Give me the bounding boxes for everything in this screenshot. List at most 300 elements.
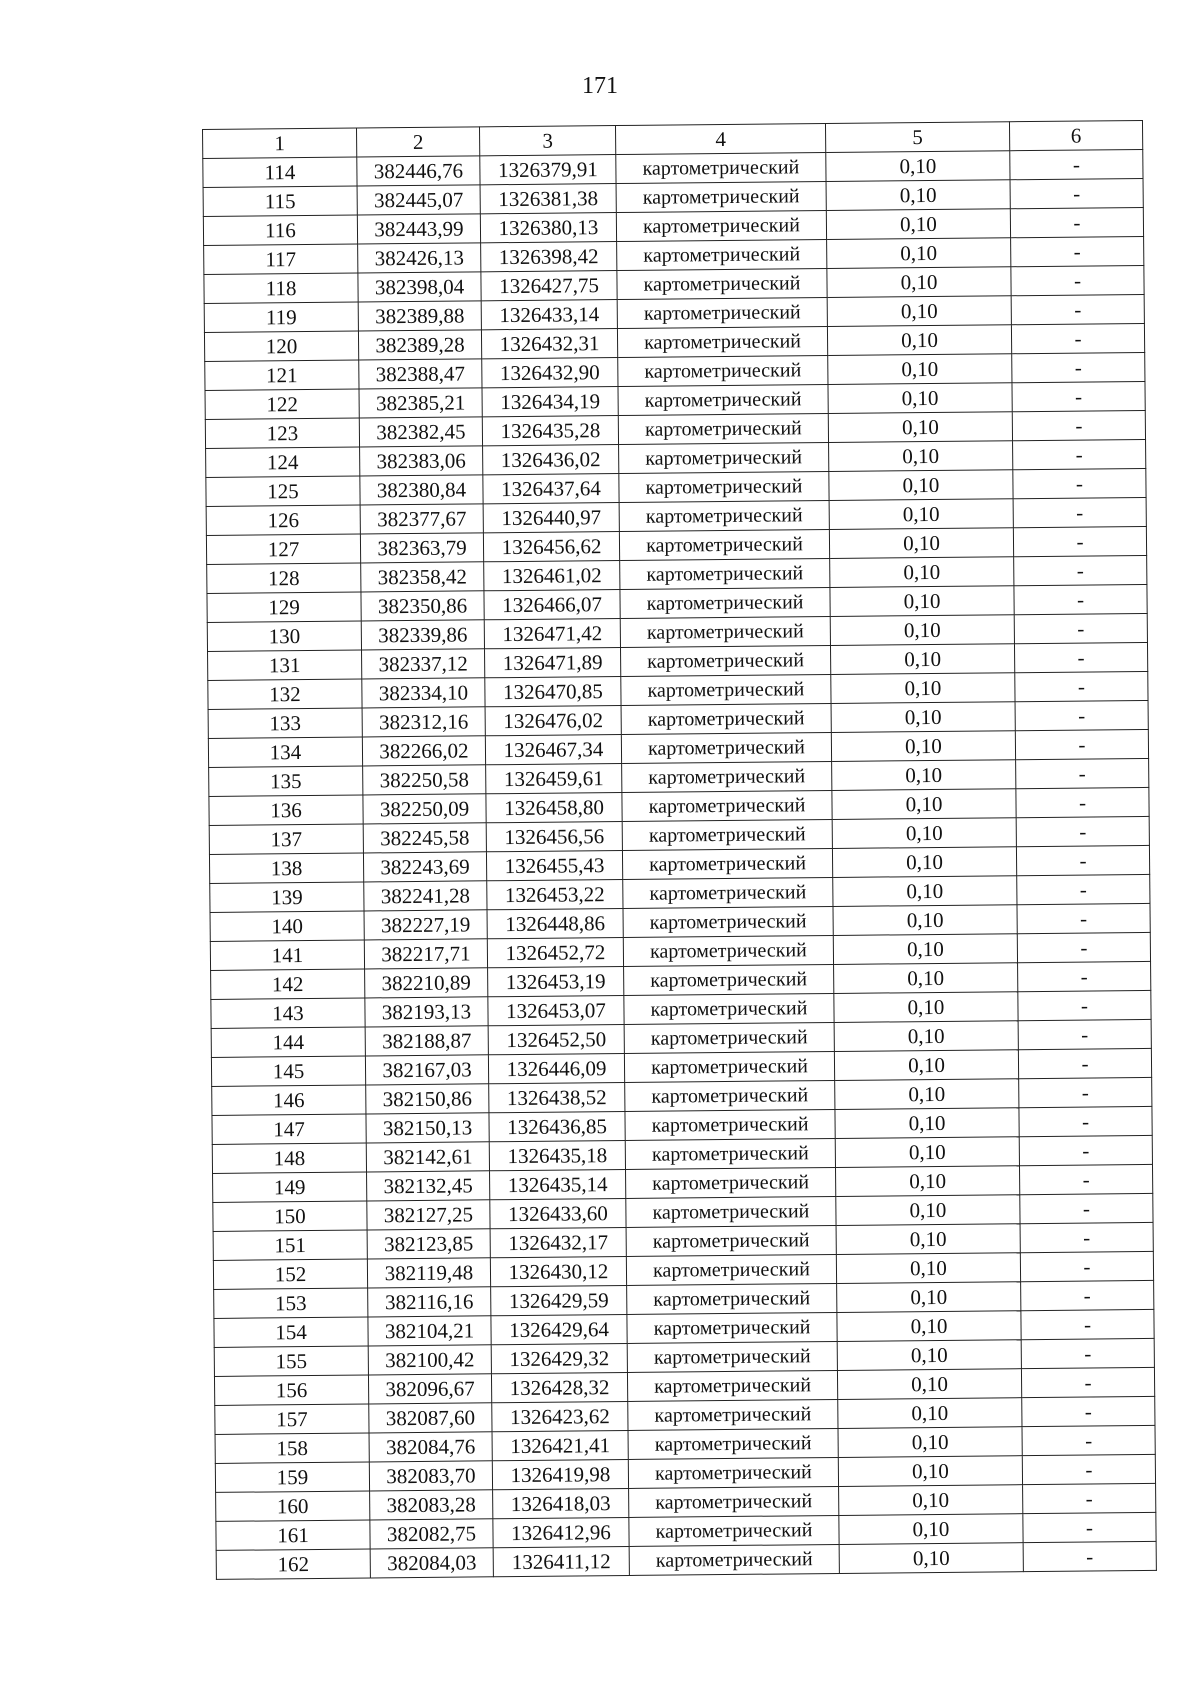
notes-cell: - xyxy=(1010,207,1143,237)
x-coordinate-cell: 382334,10 xyxy=(362,678,485,708)
x-coordinate-cell: 382087,60 xyxy=(369,1403,492,1433)
method-cell: картометрический xyxy=(616,153,826,184)
y-coordinate-cell: 1326432,17 xyxy=(490,1227,626,1257)
accuracy-cell: 0,10 xyxy=(839,1514,1023,1545)
accuracy-cell: 0,10 xyxy=(837,1340,1021,1371)
notes-cell: - xyxy=(1020,1193,1153,1223)
x-coordinate-cell: 382250,09 xyxy=(363,794,486,824)
x-coordinate-cell: 382445,07 xyxy=(357,185,480,215)
point-number-cell: 120 xyxy=(204,331,358,361)
method-cell: картометрический xyxy=(619,443,829,474)
point-number-cell: 155 xyxy=(214,1346,368,1376)
x-coordinate-cell: 382382,45 xyxy=(359,417,482,447)
x-coordinate-cell: 382119,48 xyxy=(367,1258,490,1288)
accuracy-cell: 0,10 xyxy=(833,934,1017,965)
method-cell: картометрический xyxy=(629,1515,839,1546)
accuracy-cell: 0,10 xyxy=(834,963,1018,994)
point-number-cell: 142 xyxy=(211,969,365,999)
point-number-cell: 126 xyxy=(206,505,360,535)
y-coordinate-cell: 1326423,62 xyxy=(492,1401,628,1431)
accuracy-cell: 0,10 xyxy=(838,1427,1022,1458)
x-coordinate-cell: 382116,16 xyxy=(368,1287,491,1317)
y-coordinate-cell: 1326429,32 xyxy=(491,1343,627,1373)
y-coordinate-cell: 1326419,98 xyxy=(492,1459,628,1489)
accuracy-cell: 0,10 xyxy=(832,847,1016,878)
notes-cell: - xyxy=(1016,816,1149,846)
point-number-cell: 159 xyxy=(215,1462,369,1492)
notes-cell: - xyxy=(1016,787,1149,817)
y-coordinate-cell: 1326427,75 xyxy=(481,271,617,301)
point-number-cell: 141 xyxy=(210,940,364,970)
x-coordinate-cell: 382389,28 xyxy=(358,330,481,360)
method-cell: картометрический xyxy=(617,298,827,329)
method-cell: картометрический xyxy=(617,240,827,271)
notes-cell: - xyxy=(1013,468,1146,498)
point-number-cell: 135 xyxy=(209,766,363,796)
accuracy-cell: 0,10 xyxy=(828,383,1012,414)
x-coordinate-cell: 382083,70 xyxy=(369,1461,492,1491)
notes-cell: - xyxy=(1016,845,1149,875)
accuracy-cell: 0,10 xyxy=(827,296,1011,327)
notes-cell: - xyxy=(1015,729,1148,759)
notes-cell: - xyxy=(1011,265,1144,295)
method-cell: картометрический xyxy=(626,1254,836,1285)
x-coordinate-cell: 382142,61 xyxy=(366,1142,489,1172)
notes-cell: - xyxy=(1019,1164,1152,1194)
y-coordinate-cell: 1326428,32 xyxy=(491,1372,627,1402)
x-coordinate-cell: 382250,58 xyxy=(363,765,486,795)
notes-cell: - xyxy=(1021,1280,1154,1310)
x-coordinate-cell: 382377,67 xyxy=(360,504,483,534)
x-coordinate-cell: 382100,42 xyxy=(368,1345,491,1375)
method-cell: картометрический xyxy=(624,993,834,1024)
y-coordinate-cell: 1326381,38 xyxy=(480,184,616,214)
point-number-cell: 139 xyxy=(210,882,364,912)
notes-cell: - xyxy=(1014,584,1147,614)
y-coordinate-cell: 1326435,18 xyxy=(489,1140,625,1170)
y-coordinate-cell: 1326436,02 xyxy=(483,445,619,475)
y-coordinate-cell: 1326466,07 xyxy=(484,590,620,620)
x-coordinate-cell: 382388,47 xyxy=(359,359,482,389)
notes-cell: - xyxy=(1018,1019,1151,1049)
notes-cell: - xyxy=(1021,1338,1154,1368)
method-cell: картометрический xyxy=(620,616,830,647)
x-coordinate-cell: 382350,86 xyxy=(361,591,484,621)
accuracy-cell: 0,10 xyxy=(827,238,1011,269)
method-cell: картометрический xyxy=(628,1428,838,1459)
notes-cell: - xyxy=(1012,410,1145,440)
method-cell: картометрический xyxy=(625,1080,835,1111)
column-header: 4 xyxy=(615,124,825,155)
x-coordinate-cell: 382210,89 xyxy=(365,968,488,998)
y-coordinate-cell: 1326453,19 xyxy=(488,966,624,996)
y-coordinate-cell: 1326432,31 xyxy=(481,329,617,359)
accuracy-cell: 0,10 xyxy=(839,1485,1023,1516)
coordinates-table-container xyxy=(202,120,1156,1580)
accuracy-cell: 0,10 xyxy=(834,1050,1018,1081)
column-header: 6 xyxy=(1009,120,1142,150)
x-coordinate-cell: 382132,45 xyxy=(367,1171,490,1201)
y-coordinate-cell: 1326461,02 xyxy=(484,561,620,591)
accuracy-cell: 0,10 xyxy=(836,1224,1020,1255)
method-cell: картометрический xyxy=(627,1370,837,1401)
notes-cell: - xyxy=(1019,1135,1152,1165)
x-coordinate-cell: 382245,58 xyxy=(363,823,486,853)
accuracy-cell: 0,10 xyxy=(835,1137,1019,1168)
y-coordinate-cell: 1326398,42 xyxy=(481,242,617,272)
x-coordinate-cell: 382339,86 xyxy=(361,620,484,650)
point-number-cell: 116 xyxy=(203,215,357,245)
notes-cell: - xyxy=(1010,149,1143,179)
x-coordinate-cell: 382380,84 xyxy=(360,475,483,505)
x-coordinate-cell: 382446,76 xyxy=(357,156,480,186)
y-coordinate-cell: 1326452,50 xyxy=(488,1024,624,1054)
y-coordinate-cell: 1326435,14 xyxy=(490,1169,626,1199)
y-coordinate-cell: 1326433,60 xyxy=(490,1198,626,1228)
y-coordinate-cell: 1326455,43 xyxy=(486,850,622,880)
accuracy-cell: 0,10 xyxy=(831,702,1015,733)
method-cell: картометрический xyxy=(620,587,830,618)
accuracy-cell: 0,10 xyxy=(829,528,1013,559)
method-cell: картометрический xyxy=(617,269,827,300)
notes-cell: - xyxy=(1018,1048,1151,1078)
accuracy-cell: 0,10 xyxy=(829,470,1013,501)
accuracy-cell: 0,10 xyxy=(837,1369,1021,1400)
notes-cell: - xyxy=(1022,1425,1155,1455)
y-coordinate-cell: 1326430,12 xyxy=(490,1256,626,1286)
method-cell: картометрический xyxy=(622,761,832,792)
accuracy-cell: 0,10 xyxy=(832,818,1016,849)
y-coordinate-cell: 1326471,42 xyxy=(484,619,620,649)
notes-cell: - xyxy=(1022,1396,1155,1426)
x-coordinate-cell: 382337,12 xyxy=(362,649,485,679)
notes-cell: - xyxy=(1019,1077,1152,1107)
accuracy-cell: 0,10 xyxy=(829,441,1013,472)
accuracy-cell: 0,10 xyxy=(826,209,1010,240)
y-coordinate-cell: 1326470,85 xyxy=(485,677,621,707)
notes-cell: - xyxy=(1014,555,1147,585)
accuracy-cell: 0,10 xyxy=(835,1079,1019,1110)
notes-cell: - xyxy=(1012,352,1145,382)
x-coordinate-cell: 382385,21 xyxy=(359,388,482,418)
y-coordinate-cell: 1326438,52 xyxy=(489,1082,625,1112)
method-cell: картометрический xyxy=(616,211,826,242)
y-coordinate-cell: 1326421,41 xyxy=(492,1430,628,1460)
method-cell: картометрический xyxy=(616,182,826,213)
point-number-cell: 145 xyxy=(211,1056,365,1086)
notes-cell: - xyxy=(1021,1367,1154,1397)
point-number-cell: 132 xyxy=(208,679,362,709)
notes-cell: - xyxy=(1018,961,1151,991)
notes-cell: - xyxy=(1011,294,1144,324)
method-cell: картометрический xyxy=(622,819,832,850)
y-coordinate-cell: 1326453,07 xyxy=(488,995,624,1025)
method-cell: картометрический xyxy=(628,1457,838,1488)
y-coordinate-cell: 1326437,64 xyxy=(483,474,619,504)
point-number-cell: 162 xyxy=(216,1549,370,1579)
point-number-cell: 158 xyxy=(215,1433,369,1463)
x-coordinate-cell: 382217,71 xyxy=(364,939,487,969)
method-cell: картометрический xyxy=(623,877,833,908)
method-cell: картометрический xyxy=(628,1399,838,1430)
point-number-cell: 144 xyxy=(211,1027,365,1057)
point-number-cell: 147 xyxy=(212,1114,366,1144)
x-coordinate-cell: 382167,03 xyxy=(365,1055,488,1085)
y-coordinate-cell: 1326476,02 xyxy=(485,706,621,736)
method-cell: картометрический xyxy=(617,327,827,358)
point-number-cell: 138 xyxy=(209,853,363,883)
method-cell: картометрический xyxy=(626,1167,836,1198)
y-coordinate-cell: 1326452,72 xyxy=(487,937,623,967)
x-coordinate-cell: 382312,16 xyxy=(362,707,485,737)
accuracy-cell: 0,10 xyxy=(826,180,1010,211)
x-coordinate-cell: 382096,67 xyxy=(368,1374,491,1404)
method-cell: картометрический xyxy=(619,471,829,502)
point-number-cell: 129 xyxy=(207,592,361,622)
accuracy-cell: 0,10 xyxy=(835,1166,1019,1197)
x-coordinate-cell: 382426,13 xyxy=(358,243,481,273)
accuracy-cell: 0,10 xyxy=(827,325,1011,356)
notes-cell: - xyxy=(1015,700,1148,730)
point-number-cell: 136 xyxy=(209,795,363,825)
method-cell: картометрический xyxy=(620,558,830,589)
point-number-cell: 124 xyxy=(206,447,360,477)
accuracy-cell: 0,10 xyxy=(830,615,1014,646)
point-number-cell: 130 xyxy=(207,621,361,651)
point-number-cell: 150 xyxy=(213,1201,367,1231)
method-cell: картометрический xyxy=(626,1225,836,1256)
method-cell: картометрический xyxy=(618,414,828,445)
y-coordinate-cell: 1326471,89 xyxy=(485,648,621,678)
x-coordinate-cell: 382241,28 xyxy=(364,881,487,911)
accuracy-cell: 0,10 xyxy=(834,1021,1018,1052)
accuracy-cell: 0,10 xyxy=(833,905,1017,936)
x-coordinate-cell: 382193,13 xyxy=(365,997,488,1027)
notes-cell: - xyxy=(1022,1454,1155,1484)
notes-cell: - xyxy=(1010,178,1143,208)
accuracy-cell: 0,10 xyxy=(837,1282,1021,1313)
notes-cell: - xyxy=(1014,642,1147,672)
notes-cell: - xyxy=(1013,439,1146,469)
column-header: 5 xyxy=(825,122,1009,153)
y-coordinate-cell: 1326380,13 xyxy=(480,213,616,243)
accuracy-cell: 0,10 xyxy=(829,499,1013,530)
notes-cell: - xyxy=(1015,671,1148,701)
method-cell: картометрический xyxy=(621,703,831,734)
accuracy-cell: 0,10 xyxy=(830,644,1014,675)
method-cell: картометрический xyxy=(626,1196,836,1227)
point-number-cell: 115 xyxy=(203,186,357,216)
point-number-cell: 121 xyxy=(205,360,359,390)
accuracy-cell: 0,10 xyxy=(839,1543,1023,1574)
y-coordinate-cell: 1326456,62 xyxy=(483,532,619,562)
notes-cell: - xyxy=(1017,874,1150,904)
accuracy-cell: 0,10 xyxy=(838,1398,1022,1429)
x-coordinate-cell: 382243,69 xyxy=(363,852,486,882)
point-number-cell: 137 xyxy=(209,824,363,854)
point-number-cell: 154 xyxy=(214,1317,368,1347)
y-coordinate-cell: 1326418,03 xyxy=(493,1488,629,1518)
notes-cell: - xyxy=(1016,758,1149,788)
accuracy-cell: 0,10 xyxy=(833,876,1017,907)
method-cell: картометрический xyxy=(624,1022,834,1053)
accuracy-cell: 0,10 xyxy=(838,1456,1022,1487)
notes-cell: - xyxy=(1023,1483,1156,1513)
method-cell: картометрический xyxy=(618,356,828,387)
y-coordinate-cell: 1326440,97 xyxy=(483,503,619,533)
accuracy-cell: 0,10 xyxy=(837,1311,1021,1342)
y-coordinate-cell: 1326459,61 xyxy=(486,764,622,794)
column-header: 1 xyxy=(203,128,357,158)
method-cell: картометрический xyxy=(621,674,831,705)
y-coordinate-cell: 1326412,96 xyxy=(493,1517,629,1547)
x-coordinate-cell: 382123,85 xyxy=(367,1229,490,1259)
accuracy-cell: 0,10 xyxy=(828,412,1012,443)
point-number-cell: 134 xyxy=(208,737,362,767)
y-coordinate-cell: 1326453,22 xyxy=(487,879,623,909)
notes-cell: - xyxy=(1017,903,1150,933)
y-coordinate-cell: 1326433,14 xyxy=(481,300,617,330)
point-number-cell: 125 xyxy=(206,476,360,506)
y-coordinate-cell: 1326448,86 xyxy=(487,908,623,938)
point-number-cell: 114 xyxy=(203,157,357,187)
notes-cell: - xyxy=(1013,526,1146,556)
y-coordinate-cell: 1326411,12 xyxy=(493,1546,629,1576)
accuracy-cell: 0,10 xyxy=(834,992,1018,1023)
point-number-cell: 160 xyxy=(216,1491,370,1521)
point-number-cell: 140 xyxy=(210,911,364,941)
x-coordinate-cell: 382150,86 xyxy=(366,1084,489,1114)
x-coordinate-cell: 382104,21 xyxy=(368,1316,491,1346)
x-coordinate-cell: 382383,06 xyxy=(360,446,483,476)
accuracy-cell: 0,10 xyxy=(836,1253,1020,1284)
x-coordinate-cell: 382127,25 xyxy=(367,1200,490,1230)
x-coordinate-cell: 382443,99 xyxy=(357,214,480,244)
x-coordinate-cell: 382358,42 xyxy=(361,562,484,592)
method-cell: картометрический xyxy=(627,1283,837,1314)
point-number-cell: 157 xyxy=(215,1404,369,1434)
notes-cell: - xyxy=(1014,613,1147,643)
notes-cell: - xyxy=(1023,1541,1156,1571)
notes-cell: - xyxy=(1013,497,1146,527)
method-cell: картометрический xyxy=(625,1138,835,1169)
x-coordinate-cell: 382266,02 xyxy=(362,736,485,766)
point-number-cell: 148 xyxy=(212,1143,366,1173)
point-number-cell: 143 xyxy=(211,998,365,1028)
method-cell: картометрический xyxy=(624,964,834,995)
y-coordinate-cell: 1326458,80 xyxy=(486,793,622,823)
y-coordinate-cell: 1326429,59 xyxy=(491,1285,627,1315)
point-number-cell: 151 xyxy=(213,1230,367,1260)
method-cell: картометрический xyxy=(622,790,832,821)
y-coordinate-cell: 1326432,90 xyxy=(482,358,618,388)
x-coordinate-cell: 382150,13 xyxy=(366,1113,489,1143)
accuracy-cell: 0,10 xyxy=(832,760,1016,791)
notes-cell: - xyxy=(1011,323,1144,353)
point-number-cell: 122 xyxy=(205,389,359,419)
y-coordinate-cell: 1326436,85 xyxy=(489,1111,625,1141)
point-number-cell: 128 xyxy=(207,563,361,593)
method-cell: картометрический xyxy=(622,848,832,879)
method-cell: картометрический xyxy=(627,1312,837,1343)
notes-cell: - xyxy=(1020,1251,1153,1281)
x-coordinate-cell: 382084,03 xyxy=(370,1548,493,1578)
point-number-cell: 123 xyxy=(205,418,359,448)
method-cell: картометрический xyxy=(623,906,833,937)
point-number-cell: 153 xyxy=(214,1288,368,1318)
y-coordinate-cell: 1326446,09 xyxy=(488,1053,624,1083)
accuracy-cell: 0,10 xyxy=(830,557,1014,588)
method-cell: картометрический xyxy=(619,529,829,560)
y-coordinate-cell: 1326456,56 xyxy=(486,821,622,851)
notes-cell: - xyxy=(1020,1222,1153,1252)
x-coordinate-cell: 382082,75 xyxy=(370,1519,493,1549)
method-cell: картометрический xyxy=(627,1341,837,1372)
y-coordinate-cell: 1326435,28 xyxy=(482,416,618,446)
method-cell: картометрический xyxy=(625,1109,835,1140)
point-number-cell: 146 xyxy=(212,1085,366,1115)
point-number-cell: 131 xyxy=(208,650,362,680)
column-header: 3 xyxy=(479,126,615,156)
accuracy-cell: 0,10 xyxy=(831,673,1015,704)
x-coordinate-cell: 382188,87 xyxy=(365,1026,488,1056)
x-coordinate-cell: 382084,76 xyxy=(369,1432,492,1462)
point-number-cell: 119 xyxy=(204,302,358,332)
method-cell: картометрический xyxy=(620,645,830,676)
accuracy-cell: 0,10 xyxy=(831,731,1015,762)
method-cell: картометрический xyxy=(618,385,828,416)
point-number-cell: 133 xyxy=(208,708,362,738)
y-coordinate-cell: 1326467,34 xyxy=(485,735,621,765)
accuracy-cell: 0,10 xyxy=(828,354,1012,385)
accuracy-cell: 0,10 xyxy=(826,151,1010,182)
column-header: 2 xyxy=(356,127,479,157)
accuracy-cell: 0,10 xyxy=(835,1108,1019,1139)
notes-cell: - xyxy=(1012,381,1145,411)
accuracy-cell: 0,10 xyxy=(830,586,1014,617)
method-cell: картометрический xyxy=(629,1544,839,1575)
notes-cell: - xyxy=(1018,990,1151,1020)
notes-cell: - xyxy=(1023,1512,1156,1542)
method-cell: картометрический xyxy=(623,935,833,966)
x-coordinate-cell: 382398,04 xyxy=(358,272,481,302)
method-cell: картометрический xyxy=(621,732,831,763)
point-number-cell: 117 xyxy=(204,244,358,274)
method-cell: картометрический xyxy=(629,1486,839,1517)
notes-cell: - xyxy=(1017,932,1150,962)
y-coordinate-cell: 1326379,91 xyxy=(480,155,616,185)
point-number-cell: 149 xyxy=(213,1172,367,1202)
accuracy-cell: 0,10 xyxy=(836,1195,1020,1226)
x-coordinate-cell: 382083,28 xyxy=(370,1490,493,1520)
point-number-cell: 127 xyxy=(206,534,360,564)
accuracy-cell: 0,10 xyxy=(832,789,1016,820)
notes-cell: - xyxy=(1011,236,1144,266)
page-number: 171 xyxy=(582,73,618,99)
y-coordinate-cell: 1326434,19 xyxy=(482,387,618,417)
method-cell: картометрический xyxy=(624,1051,834,1082)
y-coordinate-cell: 1326429,64 xyxy=(491,1314,627,1344)
table-body xyxy=(203,149,1157,1579)
accuracy-cell: 0,10 xyxy=(827,267,1011,298)
point-number-cell: 118 xyxy=(204,273,358,303)
x-coordinate-cell: 382389,88 xyxy=(358,301,481,331)
point-number-cell: 156 xyxy=(214,1375,368,1405)
x-coordinate-cell: 382363,79 xyxy=(360,533,483,563)
notes-cell: - xyxy=(1019,1106,1152,1136)
point-number-cell: 152 xyxy=(213,1259,367,1289)
point-number-cell: 161 xyxy=(216,1520,370,1550)
